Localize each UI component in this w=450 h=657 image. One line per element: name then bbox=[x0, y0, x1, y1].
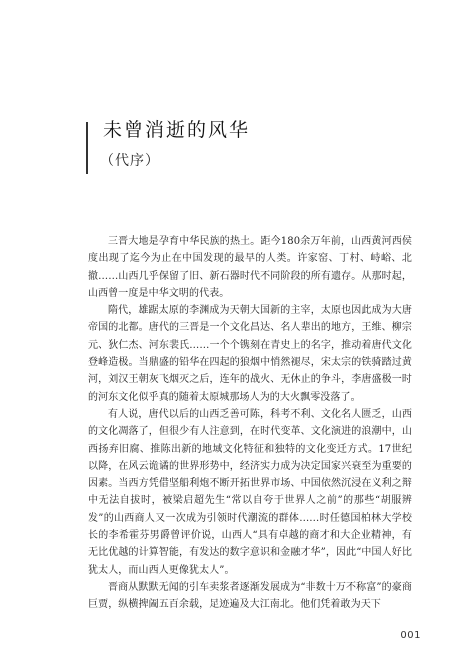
paragraph: 隋代，雄踞太原的李渊成为天朝大国新的主宰，太原也因此成为大唐帝国的北都。唐代的三晋是一个文化昌达、名人辈出的地方，王维、柳宗元、狄仁杰、河东裴氏……一个个镌刻在青史上的名字，推动着唐代文化登峰造极。当鼎盛的铅华在四起的狼烟中悄然褪尽，宋太宗的铁骑踏过黄河，刘汉王朝灰飞烟灭之后，连年的战火、无休止的争斗，李唐盛极一时的河东文化似乎真的随着太原城那场人为的大火飘零没落了。 bbox=[88, 305, 412, 403]
page-title: 未曾消逝的风华 bbox=[103, 119, 251, 141]
page-number: 001 bbox=[400, 630, 421, 641]
paragraph: 晋商从默默无闻的引车卖浆者逐渐发展成为“非数十万不称富”的豪商巨贾，纵横捭阖五百余载，足迹遍及大江南北。他们凭着敢为天下 bbox=[88, 581, 412, 611]
title-block bbox=[86, 118, 386, 178]
page-subtitle: （代序） bbox=[100, 153, 160, 169]
paragraph: 有人说，唐代以后的山西乏善可陈，科考不利、文化名人匮乏，山西的文化凋落了，但很少有人注意到，在时代变革、文化演进的浪潮中，山西扬弃旧腐、推陈出新的地域文化特征和独特的文化变迁方式。17世纪以降，在风云诡谲的世界形势中，经济实力成为决定国家兴衰至为重要的因素。当西方凭借坚船利炮不断开拓世界市场、中国依然沉浸在义利之辩中无法自拔时，被梁启超先生“常以自夸于世界人之前”的那些“胡服辨发”的山西商人又一次成为引领时代潮流的群体……时任德国柏林大学校长的李希霍芬男爵曾评价说，山西人“具有卓越的商才和大企业精神，有无比优越的计算智能，有发达的数字意识和金融才华”，因此“中国人好比犹太人，而山西人更像犹太人”。 bbox=[88, 408, 412, 576]
body-text bbox=[88, 233, 412, 614]
paragraph: 三晋大地是孕育中华民族的热土。距今180余万年前，山西黄河西侯度出现了迄今为止在中国发现的最早的人类。许家窑、丁村、峙峪、北撤……山西几乎保留了旧、新石器时代不同阶段的所有遗存。从那时起，山西曾一度是中华文明的代表。 bbox=[88, 236, 412, 299]
title-vertical-rule bbox=[86, 122, 88, 174]
